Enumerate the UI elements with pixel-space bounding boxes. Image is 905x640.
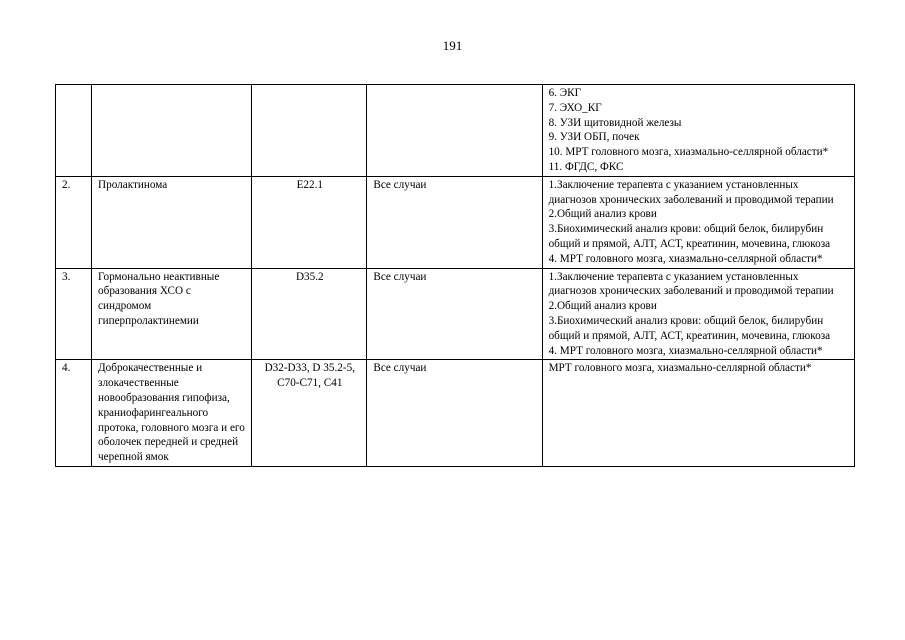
diagnosis-name-cell — [92, 85, 252, 177]
row-number-cell — [56, 85, 92, 177]
examination-item: 2.Общий анализ крови — [548, 208, 657, 221]
row-number-cell: 3. — [56, 268, 92, 360]
page-number: 191 — [442, 38, 463, 53]
table-row — [56, 176, 855, 268]
examination-item: 9. УЗИ ОБП, почек — [548, 131, 640, 144]
diagnosis-name-cell: Доброкачественные и злокачественные новообразования гипофиза, краниофарингеального протока, головного мозга и его оболочек передней и средней черепной ямок — [92, 360, 252, 467]
examination-item: 6. ЭКГ — [548, 87, 582, 99]
examination-item: 4. МРТ головного мозга, хиазмально-селлярной области* — [548, 252, 823, 265]
row-number-cell: 2. — [56, 176, 92, 268]
cases-cell: Все случаи — [367, 268, 542, 360]
examination-item: 1.Заключение терапевта с указанием установленных диагнозов хронических заболеваний и проводимой терапии — [548, 270, 834, 298]
icd-code-cell: E22.1 — [252, 176, 367, 268]
examination-list-cell — [542, 360, 854, 467]
examination-item: 4. МРТ головного мозга, хиазмально-селлярной области* — [548, 344, 823, 357]
examination-item: 1.Заключение терапевта с указанием установленных диагнозов хронических заболеваний и проводимой терапии — [548, 178, 834, 206]
examination-item: МРТ головного мозга, хиазмально-селлярной области* — [548, 362, 812, 375]
icd-code-cell — [252, 85, 367, 177]
row-number-cell: 4. — [56, 360, 92, 467]
examination-item: 11. ФГДС, ФКС — [548, 160, 624, 173]
requirements-table — [55, 84, 855, 467]
cases-cell: Все случаи — [367, 176, 542, 268]
table-row — [56, 268, 855, 360]
examination-item: 3.Биохимический анализ крови: общий белок, билирубин общий и прямой, АЛТ, АСТ, креатинин, мочевина, глюкоза — [548, 314, 831, 342]
diagnosis-name-cell: Гормонально неактивные образования ХСО с синдромом гиперпролактинемии — [92, 268, 252, 360]
table-body — [56, 85, 855, 467]
examination-item: 2.Общий анализ крови — [548, 300, 657, 313]
examination-list-cell — [542, 176, 854, 268]
cases-cell — [367, 85, 542, 177]
examination-list-cell — [542, 85, 854, 177]
table-row — [56, 85, 855, 177]
icd-code-cell: D32-D33, D 35.2-5, C70-C71, C41 — [252, 360, 367, 467]
examination-item: 10. МРТ головного мозга, хиазмально-селлярной области* — [548, 146, 829, 159]
examination-list-cell — [542, 268, 854, 360]
icd-code-cell: D35.2 — [252, 268, 367, 360]
table-row — [56, 360, 855, 467]
examination-item: 3.Биохимический анализ крови: общий белок, билирубин общий и прямой, АЛТ, АСТ, креатинин, мочевина, глюкоза — [548, 223, 831, 250]
diagnosis-name-cell: Пролактинома — [92, 176, 252, 268]
examination-item: 8. УЗИ щитовидной железы — [548, 116, 682, 129]
cases-cell: Все случаи — [367, 360, 542, 467]
examination-item: 7. ЭХО_КГ — [548, 101, 602, 114]
